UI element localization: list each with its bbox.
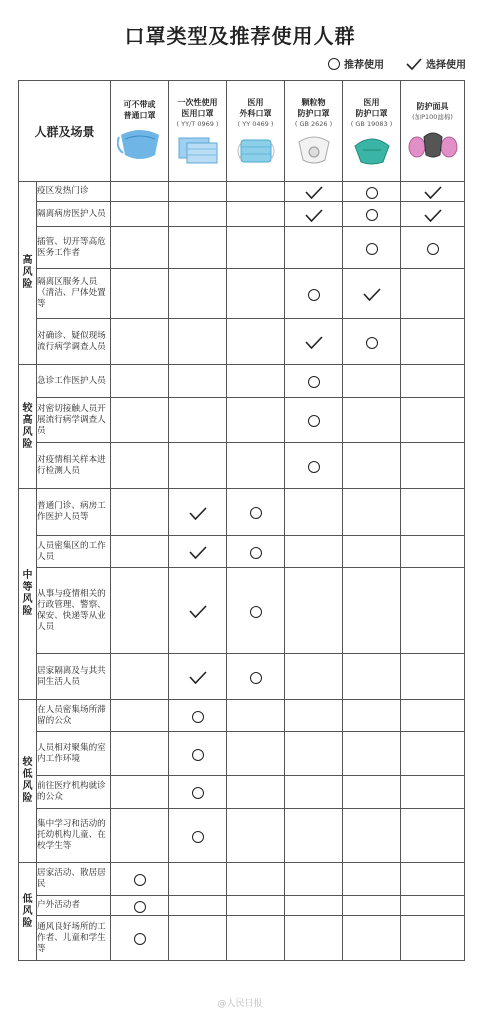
scene-cell: 急诊工作医护人员	[37, 365, 111, 398]
mark-cell	[169, 916, 227, 961]
risk-level-label: 中等风险	[19, 489, 37, 700]
mark-cell	[169, 227, 227, 269]
column-label-line2: 外科口罩	[239, 108, 272, 118]
mark-cell	[343, 776, 401, 809]
mark-cell	[111, 568, 169, 654]
table-row	[19, 916, 465, 961]
column-label-line2: 防护口罩	[297, 108, 330, 118]
mark-cell	[111, 319, 169, 365]
mark-cell	[285, 863, 343, 896]
table-row	[19, 202, 465, 227]
mark-cell	[111, 896, 169, 916]
risk-level-label: 较高风险	[19, 365, 37, 489]
mark-cell	[227, 443, 285, 489]
mark-cell	[169, 489, 227, 536]
mark-cell	[169, 700, 227, 732]
circle-icon	[366, 243, 378, 255]
table-row	[19, 654, 465, 700]
mark-cell	[285, 536, 343, 568]
mark-cell	[401, 732, 465, 776]
mark-cell	[227, 654, 285, 700]
mark-cell	[401, 916, 465, 961]
mark-cell	[401, 398, 465, 443]
mark-cell	[401, 365, 465, 398]
column-label-line2: 普通口罩	[123, 111, 156, 120]
table-row	[19, 489, 465, 536]
check-icon	[189, 507, 207, 520]
mark-cell	[343, 700, 401, 732]
mark-cell	[169, 365, 227, 398]
mark-cell	[343, 319, 401, 365]
mark-cell	[227, 776, 285, 809]
column-header-surgical-mask	[227, 81, 285, 182]
mark-cell	[285, 732, 343, 776]
mark-cell	[343, 863, 401, 896]
table-row	[19, 700, 465, 732]
medical-respirator-icon	[349, 134, 395, 166]
mark-cell	[401, 896, 465, 916]
legend	[328, 56, 466, 71]
column-header-normal-mask	[111, 81, 169, 182]
header-row	[19, 81, 465, 182]
column-header-disposable-mask	[169, 81, 227, 182]
table-row	[19, 863, 465, 896]
check-icon	[189, 546, 207, 559]
mark-cell	[401, 319, 465, 365]
scene-cell: 疫区发热门诊	[37, 182, 111, 202]
mark-cell	[401, 654, 465, 700]
mark-cell	[111, 863, 169, 896]
mark-cell	[285, 654, 343, 700]
mark-cell	[401, 489, 465, 536]
risk-level-label: 低风险	[19, 863, 37, 961]
mark-cell	[285, 443, 343, 489]
mark-cell	[343, 202, 401, 227]
mark-cell	[111, 916, 169, 961]
risk-level-label: 高风险	[19, 182, 37, 365]
scene-cell: 隔离区服务人员（清洁、尸体处置等	[37, 269, 111, 319]
mark-cell	[285, 269, 343, 319]
circle-icon	[308, 289, 320, 301]
circle-icon	[366, 337, 378, 349]
mark-cell	[111, 700, 169, 732]
column-standard: ( GB 2626 )	[294, 119, 333, 128]
column-label-line1: 医用	[247, 97, 264, 107]
legend-recommend	[328, 56, 384, 71]
circle-icon	[308, 376, 320, 388]
mark-cell	[227, 227, 285, 269]
mark-cell	[401, 568, 465, 654]
circle-icon	[250, 606, 262, 618]
check-icon	[363, 288, 381, 301]
circle-icon	[427, 243, 439, 255]
circle-icon	[250, 507, 262, 519]
mark-cell	[111, 654, 169, 700]
mark-cell	[343, 227, 401, 269]
check-icon	[406, 58, 422, 70]
mark-cell	[401, 536, 465, 568]
column-standard: ( GB 19083 )	[350, 119, 393, 128]
respirator-icon	[291, 134, 337, 166]
circle-icon	[134, 933, 146, 945]
mark-cell	[111, 227, 169, 269]
scene-cell: 插管、切开等高危医务工作者	[37, 227, 111, 269]
mark-cell	[227, 319, 285, 365]
scene-cell: 普通门诊、病房工作医护人员等	[37, 489, 111, 536]
mark-cell	[169, 269, 227, 319]
mark-cell	[401, 269, 465, 319]
check-icon	[305, 336, 323, 349]
column-label-line1: 医用	[363, 97, 380, 107]
mark-cell	[111, 365, 169, 398]
scene-cell: 人员密集区的工作人员	[37, 536, 111, 568]
mark-cell	[169, 398, 227, 443]
check-icon	[305, 186, 323, 199]
mark-cell	[227, 732, 285, 776]
column-label-line1: 可不带或	[123, 100, 156, 109]
mark-cell	[169, 568, 227, 654]
mark-cell	[285, 202, 343, 227]
mark-cell	[343, 443, 401, 489]
table-row	[19, 568, 465, 654]
mark-cell	[401, 443, 465, 489]
mark-cell	[401, 202, 465, 227]
legend-optional-label: 选择使用	[426, 60, 466, 71]
mark-cell	[169, 732, 227, 776]
mark-cell	[401, 809, 465, 863]
mark-cell	[169, 536, 227, 568]
circle-icon	[134, 901, 146, 913]
mark-cell	[227, 182, 285, 202]
mark-cell	[401, 227, 465, 269]
mark-cell	[285, 398, 343, 443]
circle-icon	[192, 749, 204, 761]
mark-cell	[227, 398, 285, 443]
mark-cell	[227, 809, 285, 863]
check-icon	[424, 209, 442, 222]
mark-cell	[343, 269, 401, 319]
mark-cell	[111, 732, 169, 776]
mark-cell	[169, 863, 227, 896]
check-icon	[305, 209, 323, 222]
mark-cell	[227, 489, 285, 536]
column-header-gas-mask	[401, 81, 465, 182]
mark-cell	[227, 863, 285, 896]
scene-cell: 对密切接触人员开展流行病学调查人员	[37, 398, 111, 443]
scene-cell: 人员相对聚集的室内工作环境	[37, 732, 111, 776]
mark-cell	[343, 489, 401, 536]
scene-column-header: 人群及场景	[19, 81, 111, 182]
mark-cell	[111, 398, 169, 443]
column-label-line1: 颗粒物	[301, 97, 326, 107]
scene-cell: 在人员密集场所滞留的公众	[37, 700, 111, 732]
circle-icon	[366, 187, 378, 199]
circle-icon	[250, 672, 262, 684]
scene-cell: 对疫情相关样本进行检测人员	[37, 443, 111, 489]
mark-cell	[111, 536, 169, 568]
mark-cell	[343, 398, 401, 443]
circle-icon	[328, 58, 340, 70]
mark-cell	[227, 568, 285, 654]
mark-cell	[111, 489, 169, 536]
mark-cell	[285, 319, 343, 365]
check-icon	[189, 671, 207, 684]
mark-cell	[169, 654, 227, 700]
table-row	[19, 536, 465, 568]
check-icon	[424, 186, 442, 199]
mark-cell	[343, 916, 401, 961]
mark-cell	[343, 568, 401, 654]
mark-cell	[401, 182, 465, 202]
column-label-line2: 防护口罩	[355, 108, 388, 118]
table-row	[19, 732, 465, 776]
circle-icon	[192, 787, 204, 799]
check-icon	[189, 605, 207, 618]
mark-cell	[285, 916, 343, 961]
scene-cell: 对确诊、疑似现场流行病学调查人员	[37, 319, 111, 365]
table-row	[19, 182, 465, 202]
scene-cell: 从事与疫情相关的行政管理、警察、保安、快递等从业人员	[37, 568, 111, 654]
column-label-line1: 防护面具	[416, 102, 449, 111]
table-row	[19, 398, 465, 443]
circle-icon	[192, 831, 204, 843]
table-row	[19, 443, 465, 489]
mark-cell	[401, 776, 465, 809]
scene-cell: 集中学习和活动的托幼机构儿童、在校学生等	[37, 809, 111, 863]
mark-cell	[169, 202, 227, 227]
mark-cell	[401, 700, 465, 732]
watermark: @人民日报	[217, 999, 263, 1009]
mark-cell	[227, 269, 285, 319]
scene-cell: 通风良好场所的工作者、儿童和学生等	[37, 916, 111, 961]
table-row	[19, 319, 465, 365]
circle-icon	[134, 874, 146, 886]
column-label-line1: 一次性使用	[177, 97, 218, 107]
mark-cell	[285, 365, 343, 398]
mark-cell	[343, 654, 401, 700]
mark-cell	[169, 896, 227, 916]
cloth-mask-icon	[117, 125, 163, 163]
circle-icon	[366, 209, 378, 221]
disposable-mask-icon	[175, 134, 221, 166]
circle-icon	[308, 461, 320, 473]
column-standard: ( YY/T 0969 )	[176, 119, 219, 128]
mark-cell	[227, 700, 285, 732]
mask-recommendation-table	[18, 80, 465, 961]
scene-cell: 居家活动、散居居民	[37, 863, 111, 896]
page-title: 口罩类型及推荐使用人群	[124, 24, 356, 48]
mark-cell	[285, 489, 343, 536]
surgical-mask-icon	[233, 134, 279, 166]
circle-icon	[192, 711, 204, 723]
circle-icon	[250, 547, 262, 559]
mark-cell	[227, 202, 285, 227]
mark-cell	[285, 568, 343, 654]
mark-cell	[169, 443, 227, 489]
column-header-particulate-respirator	[285, 81, 343, 182]
table-row	[19, 269, 465, 319]
mark-cell	[285, 896, 343, 916]
mark-cell	[343, 896, 401, 916]
column-header-medical-respirator	[343, 81, 401, 182]
mark-cell	[169, 319, 227, 365]
mark-cell	[343, 809, 401, 863]
table-row	[19, 227, 465, 269]
mark-cell	[285, 809, 343, 863]
mark-cell	[343, 365, 401, 398]
table-row	[19, 365, 465, 398]
legend-optional	[406, 56, 466, 71]
mark-cell	[343, 732, 401, 776]
mark-cell	[111, 202, 169, 227]
mark-cell	[285, 776, 343, 809]
legend-recommend-label: 推荐使用	[344, 60, 384, 71]
column-label-line2: 医用口罩	[181, 108, 214, 118]
mark-cell	[169, 809, 227, 863]
mark-cell	[111, 776, 169, 809]
risk-level-label: 较低风险	[19, 700, 37, 863]
table-row	[19, 809, 465, 863]
mark-cell	[343, 536, 401, 568]
mark-cell	[227, 536, 285, 568]
mark-cell	[285, 182, 343, 202]
column-standard: ( YY 0469 )	[237, 119, 274, 128]
scene-cell: 居家隔离及与其共同生活人员	[37, 654, 111, 700]
circle-icon	[308, 415, 320, 427]
scene-cell: 前往医疗机构就诊的公众	[37, 776, 111, 809]
mark-cell	[401, 863, 465, 896]
mark-cell	[227, 896, 285, 916]
table-row	[19, 896, 465, 916]
mark-cell	[343, 182, 401, 202]
mark-cell	[285, 227, 343, 269]
mark-cell	[111, 443, 169, 489]
mark-cell	[227, 916, 285, 961]
mark-cell	[169, 776, 227, 809]
column-standard: (加P100滤棉)	[412, 113, 453, 121]
mark-cell	[111, 182, 169, 202]
mark-cell	[111, 809, 169, 863]
table-row	[19, 776, 465, 809]
gas-mask-icon	[408, 127, 458, 161]
mark-cell	[111, 269, 169, 319]
scene-cell: 隔离病房医护人员	[37, 202, 111, 227]
mark-cell	[285, 700, 343, 732]
scene-cell: 户外活动者	[37, 896, 111, 916]
mark-cell	[169, 182, 227, 202]
mark-cell	[227, 365, 285, 398]
